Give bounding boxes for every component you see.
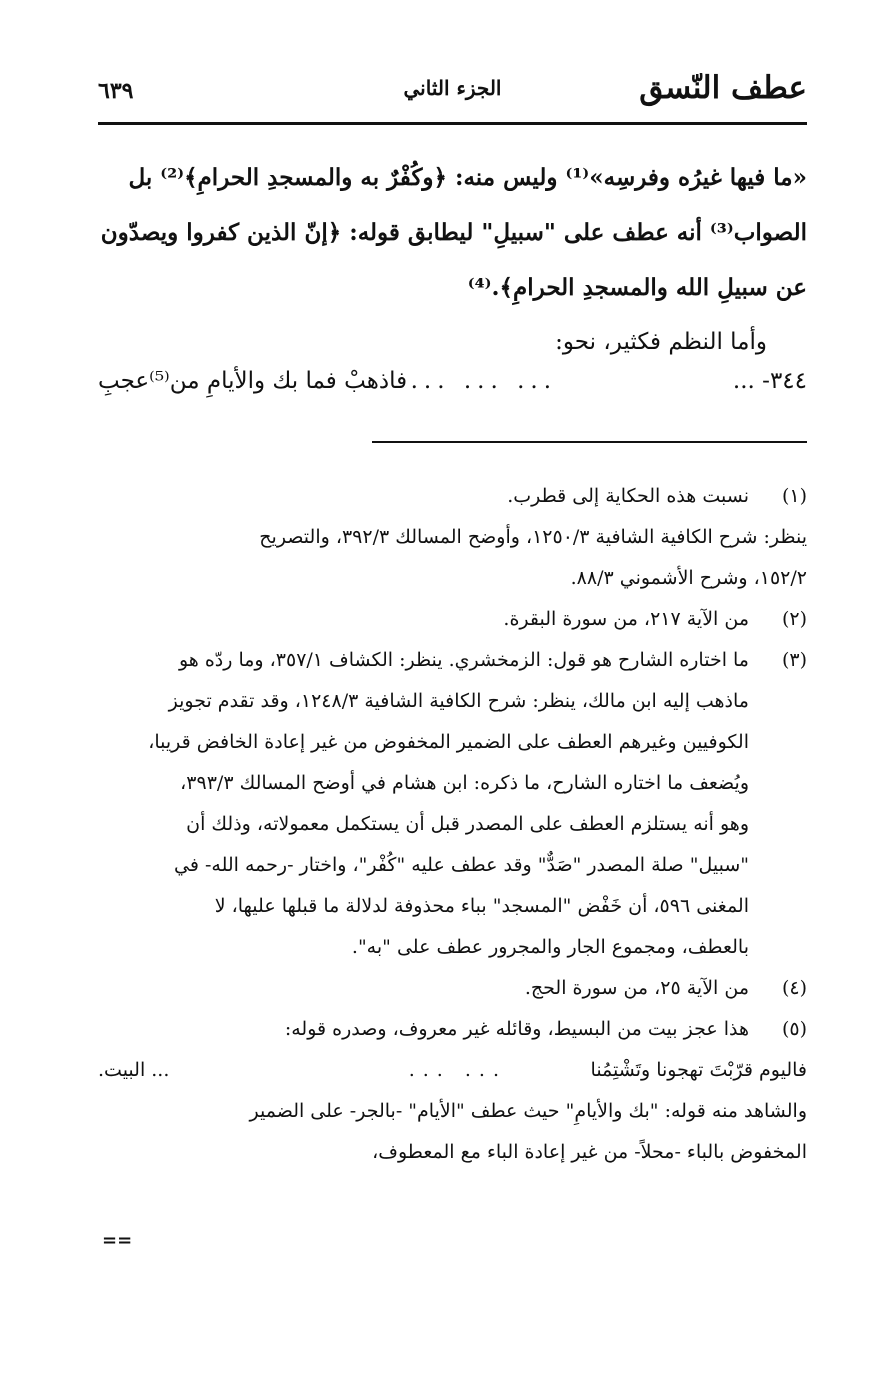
body-line: الصواب⁽³⁾ أنه عطف على "سبيلِ" ليطابق قوله: ﴿إنّ الذين كفروا ويصدّون xyxy=(100,219,807,246)
poem-end: ... البيت. xyxy=(98,1059,170,1081)
footnote-number: (٢) xyxy=(781,608,807,630)
page-number: ٦٣٩ xyxy=(98,78,134,104)
footnote-line: نسبت هذه الحكاية إلى قطرب. xyxy=(507,485,749,507)
chapter-title: عطف النّسق xyxy=(639,70,807,106)
page-header xyxy=(98,70,807,120)
verse-hemistich: فاذهبْ فما بك والأيامِ من⁽⁵⁾عجبِ xyxy=(98,368,408,394)
footnote-line: المخفوض بالباء -محلاً- من غير إعادة الباء مع المعطوف، xyxy=(372,1141,807,1163)
header-rule xyxy=(98,122,807,125)
footnote-line: والشاهد منه قوله: "بك والأيامِ" حيث عطف "الأيام" -بالجر- على الضمير xyxy=(249,1100,807,1122)
footnotes xyxy=(98,476,807,1173)
footnote-line: ويُضعف ما اختاره الشارح، ما ذكره: ابن هشام في أوضح المسالك ٣٩٣/٣، xyxy=(180,772,749,794)
footnote-rule xyxy=(372,441,807,443)
verse-dots: ... ... ... xyxy=(410,368,557,394)
footnote-1 xyxy=(98,476,807,599)
poem-first-hemistich: فاليوم قرّبْتَ تهجونا وتَشْتِمُنا xyxy=(590,1059,807,1081)
footnote-line: ١٥٢/٢، وشرح الأشموني ٨٨/٣. xyxy=(570,567,807,589)
body-line: «ما فيها غيرُه وفرسِه»⁽¹⁾ وليس منه: ﴿وكُفْرٌ به والمسجدِ الحرامِ﴾⁽²⁾ بل xyxy=(128,164,807,191)
footnote-line: المغنى ٥٩٦، أن خَفْض "المسجد" بباء محذوفة لدلالة ما قبلها عليها، لا xyxy=(214,895,749,917)
body-line: عن سبيلِ الله والمسجدِ الحرامِ﴾.⁽⁴⁾ xyxy=(467,274,807,301)
verse-line xyxy=(98,368,807,408)
footnote-3 xyxy=(98,640,807,968)
footnote-line: من الآية ٢٥، من سورة الحج. xyxy=(524,977,749,999)
continuation-mark: == xyxy=(102,1230,133,1251)
footnote-number: (٣) xyxy=(781,649,807,671)
footnote-line: بالعطف، ومجموع الجار والمجرور عطف على "به". xyxy=(351,936,749,958)
footnote-line: ماذهب إليه ابن مالك، ينظر: شرح الكافية الشافية ١٢٤٨/٣، وقد تقدم تجويز xyxy=(168,690,749,712)
main-text xyxy=(98,150,807,370)
footnote-line: وهو أنه يستلزم العطف على المصدر قبل أن يستكمل معمولاته، وذلك أن xyxy=(186,813,749,835)
footnote-line: هذا عجز بيت من البسيط، وقائله غير معروف، وصدره قوله: xyxy=(284,1018,749,1040)
footnote-line: من الآية ٢١٧، من سورة البقرة. xyxy=(503,608,749,630)
footnote-number: (٥) xyxy=(781,1018,807,1040)
body-line: وأما النظم فكثير، نحو: xyxy=(555,329,767,355)
poem-dots: ... ... xyxy=(408,1059,507,1081)
footnote-line: ما اختاره الشارح هو قول: الزمخشري. ينظر: الكشاف ٣٥٧/١، وما ردّه هو xyxy=(178,649,749,671)
poem-line xyxy=(98,1050,807,1091)
footnote-number: (٤) xyxy=(781,977,807,999)
footnote-line: ينظر: شرح الكافية الشافية ١٢٥٠/٣، وأوضح المسالك ٣٩٢/٣، والتصريح xyxy=(259,526,807,548)
part-label: الجزء الثاني xyxy=(403,76,502,100)
footnote-4 xyxy=(98,968,807,1009)
footnote-2 xyxy=(98,599,807,640)
footnote-line: "سبيل" صلة المصدر "صَدٌّ" وقد عطف عليه "كُفْر"، واختار -رحمه الله- في xyxy=(174,854,749,876)
verse-number: ٣٤٤- ... xyxy=(732,368,807,394)
footnote-number: (١) xyxy=(781,485,807,507)
footnote-5 xyxy=(98,1009,807,1173)
footnote-line: الكوفيين وغيرهم العطف على الضمير المخفوض من غير إعادة الخافض قريبا، xyxy=(148,731,749,753)
